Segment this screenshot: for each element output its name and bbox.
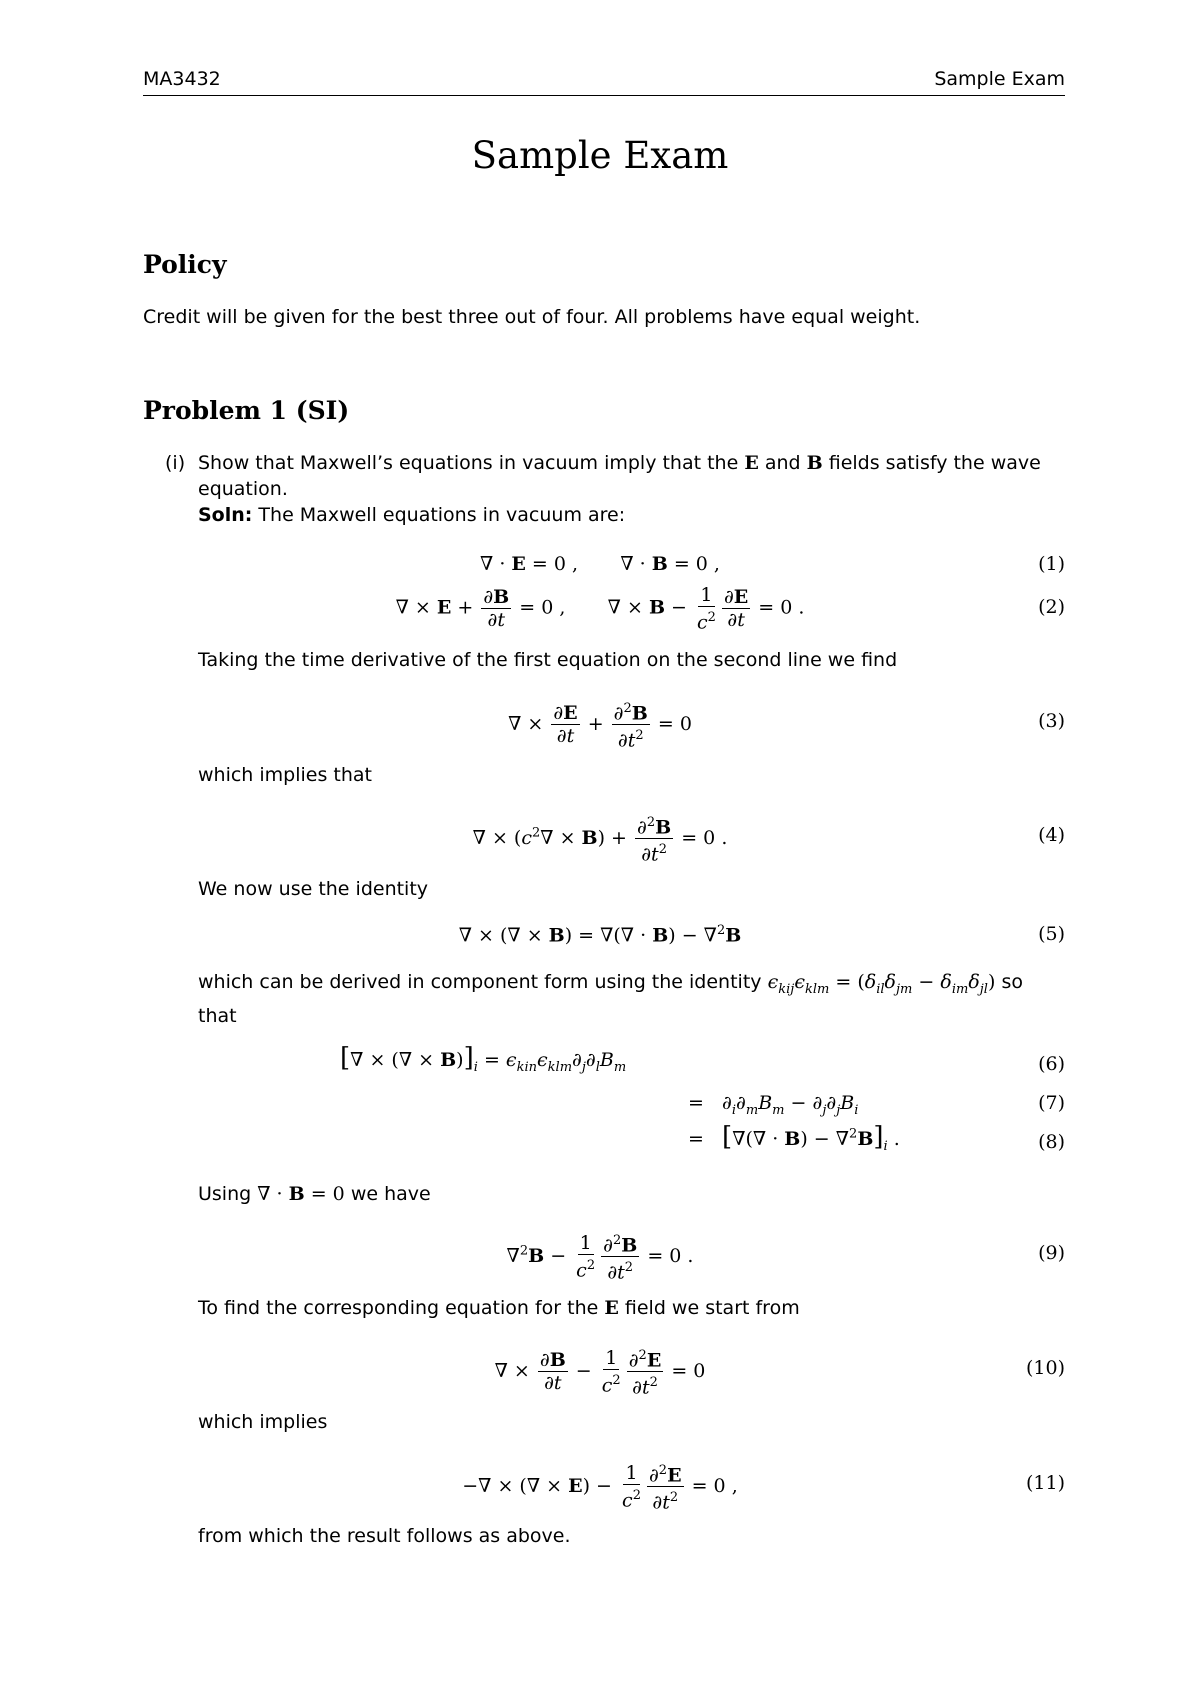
paragraph-taking: Taking the time derivative of the first equation on the second line we find [198,649,898,671]
equation-3: ∇ × $\frac{\partial E}{\partial t}$ + $\frac{\partial^2B}{\partial t^2}$ = 0 [0,698,1200,752]
equation-number-1: (1) [1038,553,1065,575]
item-label: (i) [165,452,186,474]
paragraph-result: from which the result follows as above. [198,1525,571,1547]
equation-8: = [∇(∇ · $B) - \nabla^2B]_i$ . [688,1122,900,1154]
equation-1: ∇ · E = 0 , ∇ · B = 0 , [480,553,720,575]
equation-10: ∇ × $\frac{\partial B}{\partial t}$ − $\frac{1}{c^2}$ $\frac{\partial^2E}{\partial t^2}$ = 0 [0,1345,1200,1399]
policy-heading: Policy [143,250,227,279]
page-title: Sample Exam [471,134,729,177]
running-header-course: MA3432 [143,68,221,90]
equation-number-6: (6) [1038,1053,1065,1075]
equation-4: ∇ × $(c^2\nabla \times B)$ + $\frac{\partial^2B}{\partial t^2}$ = 0 . [0,812,1200,866]
paragraph-implies: which implies [198,1411,328,1433]
paragraph-identity: We now use the identity [198,878,429,900]
equation-5: ∇ × (∇ × B) = ∇(∇ · B) − ∇$^2$B [458,923,742,947]
paragraph-using: Using ∇ · B = 0 we have [198,1183,431,1205]
equation-number-10: (10) [1025,1357,1065,1379]
equation-number-5: (5) [1038,923,1065,945]
question-text: Show that Maxwell’s equations in vacuum imply that the E and B fields satisfy the wave equation. Soln: The Maxwell equations in vacuum are: [198,452,1041,526]
equation-11: −∇ × (∇ × E) − $\frac{1}{c^2}$ $\frac{\partial^2E}{\partial t^2}$ = 0 , [0,1460,1200,1514]
running-header-title: Sample Exam [934,68,1065,90]
paragraph-implies-that: which implies that [198,764,373,786]
equation-number-3: (3) [1038,710,1065,732]
equation-number-2: (2) [1038,596,1065,618]
equation-2: ∇ × E + $\frac{\partial B}{\partial t}$ = 0 , ∇ × B − $\frac{1}{c^2}$ $\frac{\partial E}{\partial t}$ = 0 . [395,584,805,634]
problem-heading: Problem 1 (SI) [143,396,350,425]
equation-9: ∇$^2$B − $\frac{1}{c^2}$ $\frac{\partial^2B}{\partial t^2}$ = 0 . [0,1230,1200,1284]
paragraph-component: which can be derived in component form using the identity $\epsilon_{kij}\epsilon_{klm} = (\delta_{il}\delta_{jm} - \delta_{im}\delta_{jl})$ so that [198,971,1023,1027]
policy-text: Credit will be given for the best three out of four. All problems have equal weight. [143,306,921,328]
equation-7: = $\partial_i\partial_mB_m - \partial_j\partial_jB_i$ [688,1092,859,1118]
paragraph-tofind: To find the corresponding equation for the E field we start from [198,1297,800,1319]
equation-number-8: (8) [1038,1131,1065,1153]
equation-number-7: (7) [1038,1092,1065,1114]
equation-number-4: (4) [1038,824,1065,846]
equation-number-9: (9) [1038,1242,1065,1264]
equation-number-11: (11) [1025,1472,1065,1494]
equation-6: [∇ × (∇ × $B)]_i = \epsilon_{kin}\epsilon_{klm}\partial_j\partial_lB_m$ [340,1043,627,1075]
header-rule [143,95,1065,96]
